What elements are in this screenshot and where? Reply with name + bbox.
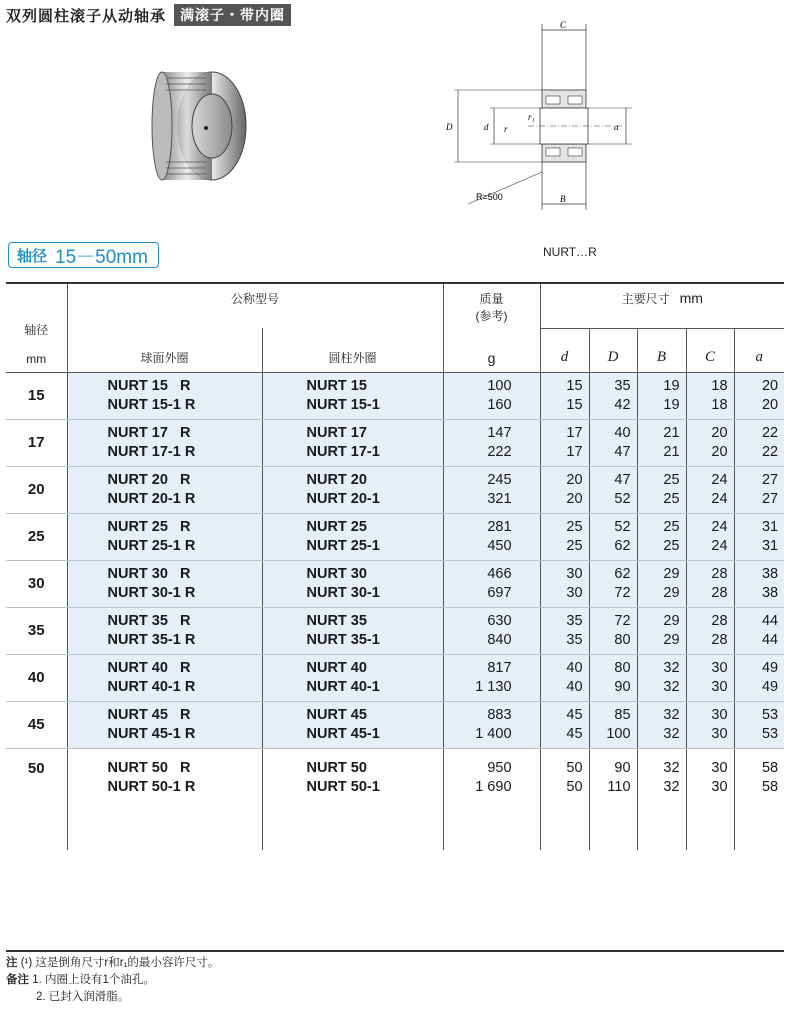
cylindrical-model-cell-value: NURT 15 — [306, 377, 367, 394]
dim-a-cell — [734, 748, 784, 850]
spherical-model-cell-value: NURT 25-1 R — [107, 537, 196, 554]
spherical-model-cell-value: NURT 30-1 R — [107, 584, 196, 601]
dim-a-cell-value: 38 — [761, 584, 779, 601]
dim-a-cell — [734, 513, 784, 560]
dim-C-cell — [686, 748, 734, 850]
dim-d-cell — [540, 701, 589, 748]
dim-C-cell-value: 28 — [711, 631, 728, 648]
dim-D-cell-value: 90 — [614, 759, 631, 776]
shaft-diameter-cell: 35 — [6, 607, 67, 654]
dim-a-cell-value: 38 — [761, 565, 779, 582]
cylindrical-model-cell — [262, 748, 443, 850]
col-mass-unit: g — [443, 328, 540, 372]
dim-B-cell-value: 21 — [663, 424, 680, 441]
remark-line-2: 2. 已封入润滑脂。 — [36, 991, 130, 1003]
dim-D-cell-value: 85 — [614, 706, 631, 723]
cylindrical-model-cell-value: NURT 40 — [306, 659, 367, 676]
dim-C-cell-value: 30 — [711, 759, 728, 776]
dim-a-cell-value: 44 — [761, 612, 779, 629]
dim-B-cell-value: 29 — [663, 631, 680, 648]
spherical-model-cell — [67, 654, 262, 701]
dim-B-cell-value: 25 — [663, 537, 680, 554]
spherical-model-cell — [67, 372, 262, 419]
cylindrical-model-cell-value: NURT 45-1 — [306, 725, 380, 742]
mass-cell-value: 281 — [487, 518, 512, 535]
cylindrical-model-cell-value: NURT 17-1 — [306, 443, 380, 460]
dim-d-cell-value: 40 — [566, 678, 583, 695]
col-mass-header: 质量 (参考) — [443, 284, 540, 328]
dim-D-cell — [589, 607, 637, 654]
dim-a-cell-value: 53 — [761, 706, 779, 723]
cylindrical-model-cell — [262, 654, 443, 701]
dim-C-cell — [686, 560, 734, 607]
dim-D-cell-value: 110 — [607, 778, 631, 795]
spherical-model-cell — [67, 748, 262, 850]
dim-B-cell-value: 32 — [663, 678, 680, 695]
dim-B-cell — [637, 513, 686, 560]
dim-d-cell-value: 50 — [566, 759, 583, 776]
dim-D-cell-value: 80 — [614, 631, 631, 648]
dim-D-cell-value: 42 — [614, 396, 631, 413]
shaft-diameter-cell: 25 — [6, 513, 67, 560]
spec-table — [6, 282, 784, 952]
col-nominal-header: 公称型号 — [67, 284, 443, 328]
spherical-model-cell-value: NURT 25 R — [107, 518, 191, 535]
dim-d-cell-value: 50 — [566, 778, 583, 795]
mass-cell-value: 100 — [487, 377, 512, 394]
dim-B-cell-value: 32 — [663, 659, 680, 676]
dim-a-cell — [734, 701, 784, 748]
dim-D-cell — [589, 466, 637, 513]
dim-B-cell — [637, 419, 686, 466]
dim-d-cell-value: 25 — [566, 518, 583, 535]
dim-C-cell — [686, 513, 734, 560]
dim-B-cell-value: 19 — [663, 396, 680, 413]
dim-D-cell-value: 52 — [614, 518, 631, 535]
dim-B-cell-value: 29 — [663, 565, 680, 582]
dim-D-cell-value: 62 — [614, 565, 631, 582]
dim-B-cell-value: 29 — [663, 612, 680, 629]
dim-a-cell-value: 22 — [761, 424, 779, 441]
dim-d-cell-value: 35 — [566, 631, 583, 648]
dim-C-cell-value: 30 — [711, 678, 728, 695]
dim-D-cell-value: 62 — [614, 537, 631, 554]
mass-cell-value: 450 — [487, 537, 512, 554]
dim-a-cell-value: 20 — [761, 377, 779, 394]
dim-c-label: C — [560, 20, 567, 30]
dim-D-cell-value: 90 — [614, 678, 631, 695]
dim-B-cell-value: 32 — [663, 725, 680, 742]
table-row — [6, 607, 784, 654]
dim-d-cell — [540, 419, 589, 466]
dim-r1-label: r₁ — [528, 112, 535, 122]
table-row — [6, 372, 784, 419]
spherical-model-cell-value: NURT 45 R — [107, 706, 191, 723]
dim-B-cell — [637, 748, 686, 850]
dim-C-cell-value: 30 — [711, 706, 728, 723]
dim-C-cell-value: 24 — [711, 537, 728, 554]
footnotes — [6, 955, 219, 1006]
dim-R-label: R=500 — [476, 192, 503, 202]
dim-D-cell — [589, 372, 637, 419]
spherical-model-cell-value: NURT 40 R — [107, 659, 191, 676]
dim-C-cell — [686, 419, 734, 466]
mass-cell-value: 950 — [487, 759, 512, 776]
dim-a-cell — [734, 654, 784, 701]
dim-B-cell — [637, 560, 686, 607]
spherical-model-cell-value: NURT 45-1 R — [107, 725, 196, 742]
cylindrical-model-cell — [262, 701, 443, 748]
table-row — [6, 701, 784, 748]
mass-cell — [443, 654, 540, 701]
col-B-header: B — [637, 328, 686, 372]
mass-cell-value: 840 — [487, 631, 512, 648]
cylindrical-model-cell-value: NURT 35 — [306, 612, 367, 629]
mass-cell-value: 1 690 — [475, 778, 512, 795]
dim-C-cell-value: 24 — [711, 490, 728, 507]
dim-D-cell-value: 47 — [614, 443, 631, 460]
mass-cell-value: 697 — [487, 584, 512, 601]
spherical-model-cell — [67, 466, 262, 513]
table-row — [6, 748, 784, 850]
dim-C-cell-value: 30 — [711, 778, 728, 795]
dim-a-cell-value: 58 — [761, 759, 779, 776]
spherical-model-cell-value: NURT 30 R — [107, 565, 191, 582]
dim-d-cell — [540, 513, 589, 560]
mass-cell-value: 630 — [487, 612, 512, 629]
dim-a-cell-value: 58 — [761, 778, 779, 795]
dim-B-cell-value: 29 — [663, 584, 680, 601]
spherical-model-cell-value: NURT 35-1 R — [107, 631, 196, 648]
dim-C-cell — [686, 654, 734, 701]
dim-d-cell-value: 35 — [566, 612, 583, 629]
dim-C-cell-value: 24 — [711, 471, 728, 488]
dim-C-cell-value: 30 — [711, 659, 728, 676]
dim-a-cell-value: 27 — [761, 471, 779, 488]
dim-B-cell — [637, 607, 686, 654]
mass-cell-value: 817 — [487, 659, 512, 676]
cylindrical-model-cell — [262, 466, 443, 513]
note-line: 注 (¹) 这是倒角尺寸r和r₁的最小容许尺寸。 — [6, 957, 220, 969]
mass-cell-value: 245 — [487, 471, 512, 488]
dim-d-cell-value: 45 — [566, 725, 583, 742]
remark-line-1: 备注 1. 内圈上设有1个油孔。 — [6, 974, 155, 986]
dim-d-label: d — [484, 122, 489, 132]
dim-d-cell-value: 15 — [566, 396, 583, 413]
dim-d-cell — [540, 372, 589, 419]
shaft-diameter-cell: 50 — [27, 759, 45, 777]
dim-B-cell — [637, 372, 686, 419]
dim-a-cell-value: 22 — [761, 443, 779, 460]
dim-r-label: r — [504, 124, 508, 134]
cylindrical-model-cell-value: NURT 17 — [306, 424, 367, 441]
table-row — [6, 560, 784, 607]
dim-a-cell-value: 53 — [761, 725, 779, 742]
dim-C-cell-value: 28 — [711, 584, 728, 601]
dim-a-cell-value: 49 — [761, 659, 779, 676]
dim-a-label: a — [614, 122, 619, 132]
cylindrical-model-cell-value: NURT 20-1 — [306, 490, 380, 507]
dim-d-cell-value: 30 — [566, 565, 583, 582]
dim-B-cell-value: 25 — [663, 518, 680, 535]
col-C-header: C — [686, 328, 734, 372]
dim-D-cell-value: 47 — [614, 471, 631, 488]
dim-a-cell-value: 27 — [761, 490, 779, 507]
mass-cell-value: 466 — [487, 565, 512, 582]
dim-a-cell — [734, 466, 784, 513]
dim-B-cell-value: 32 — [663, 778, 680, 795]
col-dims-header: 主要尺寸 mm — [540, 284, 784, 328]
spherical-model-cell-value: NURT 17-1 R — [107, 443, 196, 460]
col-spherical-header: 球面外圈 — [67, 328, 262, 372]
col-a-header: a — [734, 328, 784, 372]
table-row — [6, 466, 784, 513]
dim-C-cell-value: 20 — [711, 424, 728, 441]
dim-d-cell-value: 17 — [566, 424, 583, 441]
dim-d-cell-value: 15 — [566, 377, 583, 394]
spherical-model-cell-value: NURT 20-1 R — [107, 490, 196, 507]
spherical-model-cell-value: NURT 35 R — [107, 612, 191, 629]
cylindrical-model-cell-value: NURT 50-1 — [306, 778, 380, 795]
dim-B-cell-value: 21 — [663, 443, 680, 460]
page-title: 双列圆柱滚子从动轴承 — [6, 7, 167, 25]
shaft-range-badge — [8, 242, 159, 268]
dim-d-cell-value: 45 — [566, 706, 583, 723]
shaft-diameter-cell: 15 — [6, 372, 67, 419]
cylindrical-model-cell-value: NURT 50 — [306, 759, 367, 776]
page-header — [6, 4, 291, 26]
dim-B-cell — [637, 466, 686, 513]
cylindrical-model-cell — [262, 419, 443, 466]
mass-cell-value: 147 — [487, 424, 512, 441]
cylindrical-model-cell-value: NURT 25 — [306, 518, 367, 535]
dim-B-cell-value: 32 — [663, 759, 680, 776]
dim-C-cell-value: 28 — [711, 612, 728, 629]
cylindrical-model-cell — [262, 513, 443, 560]
dim-D-cell-value: 72 — [614, 612, 631, 629]
dim-a-cell-value: 20 — [761, 396, 779, 413]
dim-D-cell — [589, 748, 637, 850]
table-row — [6, 654, 784, 701]
col-cylindrical-header: 圆柱外圈 — [262, 328, 443, 372]
dim-C-cell-value: 18 — [711, 377, 728, 394]
dim-D-cell-value: 35 — [614, 377, 631, 394]
mass-cell — [443, 748, 540, 850]
mass-cell — [443, 701, 540, 748]
dim-C-cell-value: 30 — [711, 725, 728, 742]
col-shaft-header: 轴径 mm — [24, 322, 49, 366]
series-label: NURT…R — [543, 245, 597, 259]
shaft-diameter-cell: 20 — [6, 466, 67, 513]
dim-D-cell — [589, 654, 637, 701]
shaft-diameter-cell: 40 — [6, 654, 67, 701]
dim-a-cell — [734, 372, 784, 419]
mass-cell-value: 883 — [487, 706, 512, 723]
table-row — [6, 419, 784, 466]
cylindrical-model-cell — [262, 372, 443, 419]
shaft-range-label: 轴径 — [17, 247, 48, 265]
cylindrical-model-cell-value: NURT 20 — [306, 471, 367, 488]
dim-a-cell-value: 44 — [761, 631, 779, 648]
dim-D-cell-value: 100 — [606, 725, 631, 742]
dim-d-cell — [540, 466, 589, 513]
spherical-model-cell-value: NURT 15 R — [107, 377, 191, 394]
shaft-range-value: 15－50mm — [55, 246, 148, 268]
cylindrical-model-cell-value: NURT 30-1 — [306, 584, 380, 601]
spherical-model-cell-value: NURT 50 R — [107, 759, 191, 776]
dim-B-cell-value: 25 — [663, 471, 680, 488]
dim-d-cell-value: 25 — [566, 537, 583, 554]
cylindrical-model-cell-value: NURT 40-1 — [306, 678, 380, 695]
dim-B-label: B — [560, 194, 566, 204]
dim-d-cell-value: 20 — [566, 471, 583, 488]
cylindrical-model-cell-value: NURT 15-1 — [306, 396, 380, 413]
dim-C-cell — [686, 372, 734, 419]
dim-a-cell-value: 31 — [761, 518, 779, 535]
dim-d-cell — [540, 560, 589, 607]
dim-C-cell — [686, 466, 734, 513]
mass-cell-value: 1 130 — [475, 678, 512, 695]
dim-B-cell-value: 19 — [663, 377, 680, 394]
cylindrical-model-cell-value: NURT 35-1 — [306, 631, 380, 648]
spherical-model-cell — [67, 701, 262, 748]
spherical-model-cell — [67, 419, 262, 466]
shaft-diameter-cell: 30 — [6, 560, 67, 607]
dim-a-cell — [734, 419, 784, 466]
mass-cell — [443, 466, 540, 513]
spherical-model-cell — [67, 513, 262, 560]
dim-B-cell — [637, 654, 686, 701]
spherical-model-cell-value: NURT 15-1 R — [107, 396, 196, 413]
shaft-diameter-cell: 45 — [6, 701, 67, 748]
spherical-model-cell-value: NURT 17 R — [107, 424, 191, 441]
spherical-model-cell-value: NURT 40-1 R — [107, 678, 196, 695]
dim-D-label: D — [446, 122, 453, 132]
mass-cell-value: 160 — [487, 396, 512, 413]
spherical-model-cell — [67, 607, 262, 654]
dim-C-cell-value: 18 — [711, 396, 728, 413]
mass-cell — [443, 372, 540, 419]
dim-d-cell-value: 30 — [566, 584, 583, 601]
dim-d-cell-value: 17 — [566, 443, 583, 460]
dim-D-cell — [589, 560, 637, 607]
cylindrical-model-cell — [262, 560, 443, 607]
col-D-header: D — [589, 328, 637, 372]
category-tag: 满滚子・带内圈 — [174, 4, 291, 26]
mass-cell-value: 321 — [487, 490, 512, 507]
dim-a-cell — [734, 607, 784, 654]
mass-cell-value: 222 — [487, 443, 512, 460]
table-row — [6, 513, 784, 560]
dim-d-cell — [540, 654, 589, 701]
dim-d-cell-value: 20 — [566, 490, 583, 507]
dim-D-cell — [589, 701, 637, 748]
dim-C-cell — [686, 701, 734, 748]
mass-cell — [443, 419, 540, 466]
dim-B-cell-value: 25 — [663, 490, 680, 507]
dim-d-cell — [540, 748, 589, 850]
dim-D-cell-value: 40 — [614, 424, 631, 441]
mass-cell — [443, 513, 540, 560]
bearing-photo — [150, 64, 250, 184]
dim-B-cell — [637, 701, 686, 748]
dim-a-cell-value: 31 — [761, 537, 779, 554]
dim-C-cell-value: 24 — [711, 518, 728, 535]
dim-D-cell-value: 72 — [614, 584, 631, 601]
dim-a-cell — [734, 560, 784, 607]
cylindrical-model-cell — [262, 607, 443, 654]
dim-C-cell — [686, 607, 734, 654]
dim-C-cell-value: 28 — [711, 565, 728, 582]
cylindrical-model-cell-value: NURT 25-1 — [306, 537, 380, 554]
dim-C-cell-value: 20 — [711, 443, 728, 460]
dim-B-cell-value: 32 — [663, 706, 680, 723]
mass-cell — [443, 560, 540, 607]
shaft-diameter-cell: 17 — [6, 419, 67, 466]
cylindrical-model-cell-value: NURT 30 — [306, 565, 367, 582]
cylindrical-model-cell-value: NURT 45 — [306, 706, 367, 723]
spherical-model-cell-value: NURT 50-1 R — [107, 778, 196, 795]
dim-D-cell-value: 80 — [614, 659, 631, 676]
spherical-model-cell-value: NURT 20 R — [107, 471, 191, 488]
dim-D-cell-value: 52 — [614, 490, 631, 507]
mass-cell-value: 1 400 — [475, 725, 512, 742]
dim-d-cell — [540, 607, 589, 654]
dim-D-cell — [589, 513, 637, 560]
dim-a-cell-value: 49 — [761, 678, 779, 695]
bearing-drawing — [432, 18, 632, 214]
mass-cell — [443, 607, 540, 654]
dim-d-cell-value: 40 — [566, 659, 583, 676]
spherical-model-cell — [67, 560, 262, 607]
col-d-header: d — [540, 328, 589, 372]
dim-D-cell — [589, 419, 637, 466]
